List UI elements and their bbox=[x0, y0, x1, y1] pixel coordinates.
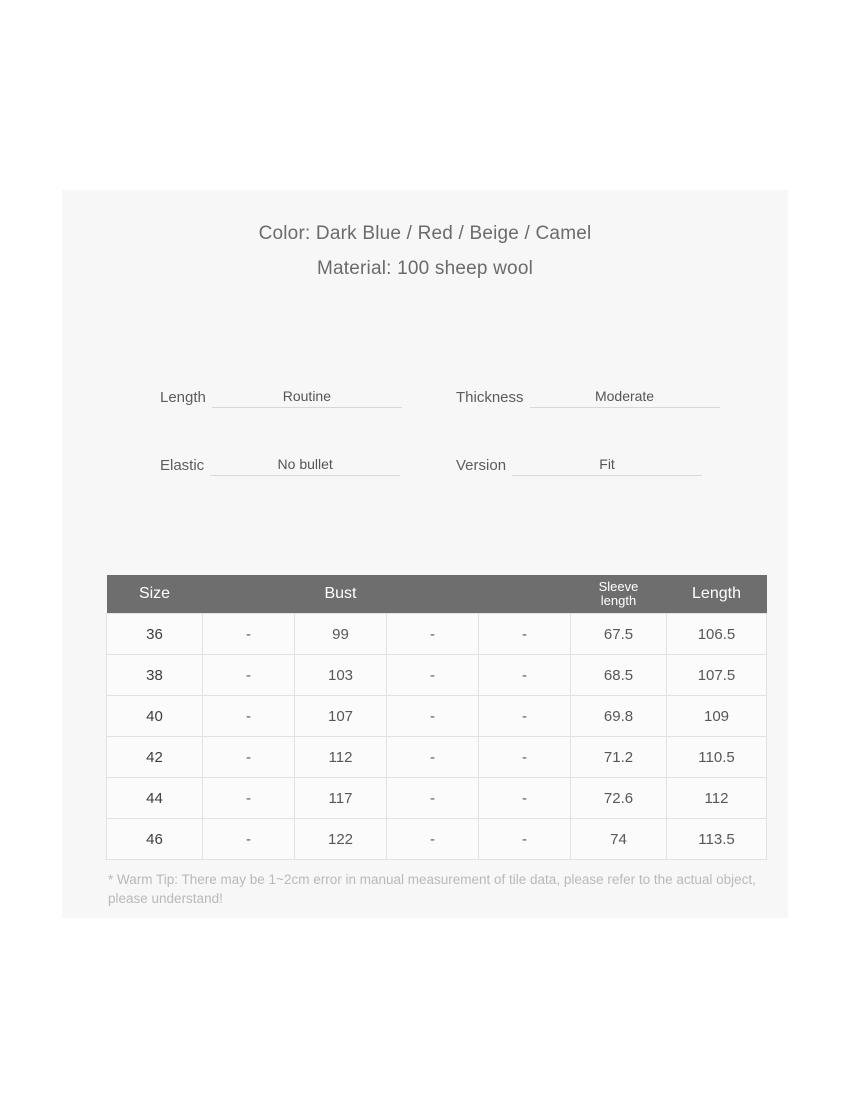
cell-c: - bbox=[479, 696, 571, 737]
attribute-value-underline bbox=[212, 388, 402, 408]
warm-tip-note: * Warm Tip: There may be 1~2cm error in manual measurement of tile data, please refer to the actual object, please understand! bbox=[108, 872, 756, 906]
header-length: Length bbox=[667, 575, 767, 614]
cell-b: - bbox=[387, 696, 479, 737]
cell-sleeve: 74 bbox=[571, 819, 667, 860]
size-table-container bbox=[106, 575, 766, 860]
attribute-value: No bullet bbox=[277, 456, 333, 472]
attribute-value-underline bbox=[210, 456, 400, 476]
cell-a: - bbox=[203, 614, 295, 655]
cell-length: 112 bbox=[667, 778, 767, 819]
cell-a: - bbox=[203, 655, 295, 696]
cell-b: - bbox=[387, 778, 479, 819]
attribute-value: Routine bbox=[282, 388, 332, 404]
header-sleeve-length bbox=[571, 575, 667, 614]
attribute-value-underline bbox=[512, 456, 702, 476]
header-size: Size bbox=[107, 575, 203, 614]
attribute-thickness bbox=[425, 380, 788, 408]
size-table-body bbox=[107, 614, 767, 860]
cell-sleeve: 69.8 bbox=[571, 696, 667, 737]
header-bust: Bust bbox=[295, 575, 387, 614]
cell-length: 113.5 bbox=[667, 819, 767, 860]
attribute-row bbox=[62, 456, 788, 476]
cell-a: - bbox=[203, 696, 295, 737]
cell-sleeve: 72.6 bbox=[571, 778, 667, 819]
cell-b: - bbox=[387, 737, 479, 778]
material-line: Material: 100 sheep wool bbox=[316, 258, 534, 279]
product-spec-sheet bbox=[62, 190, 788, 918]
cell-c: - bbox=[479, 655, 571, 696]
table-row bbox=[107, 655, 767, 696]
color-line: Color: Dark Blue / Red / Beige / Camel bbox=[258, 223, 592, 244]
header-sleeve-line1: Sleeve bbox=[598, 579, 639, 594]
header-sleeve-line2: length bbox=[600, 593, 637, 608]
size-table bbox=[106, 575, 767, 860]
attribute-value: Moderate bbox=[594, 388, 655, 404]
cell-bust: 107 bbox=[295, 696, 387, 737]
attribute-elastic bbox=[62, 456, 425, 476]
cell-length: 106.5 bbox=[667, 614, 767, 655]
cell-b: - bbox=[387, 655, 479, 696]
cell-size: 44 bbox=[107, 778, 203, 819]
cell-c: - bbox=[479, 614, 571, 655]
attribute-label: Version bbox=[456, 457, 507, 474]
cell-length: 109 bbox=[667, 696, 767, 737]
cell-bust: 99 bbox=[295, 614, 387, 655]
attribute-grid bbox=[62, 380, 788, 476]
cell-b: - bbox=[387, 614, 479, 655]
table-row bbox=[107, 819, 767, 860]
cell-bust: 103 bbox=[295, 655, 387, 696]
cell-a: - bbox=[203, 819, 295, 860]
header-blank-2 bbox=[387, 575, 479, 614]
cell-sleeve: 67.5 bbox=[571, 614, 667, 655]
table-row bbox=[107, 614, 767, 655]
cell-size: 42 bbox=[107, 737, 203, 778]
size-table-head bbox=[107, 575, 767, 614]
header-blank-1 bbox=[203, 575, 295, 614]
attribute-length bbox=[62, 380, 425, 408]
cell-c: - bbox=[479, 737, 571, 778]
cell-a: - bbox=[203, 737, 295, 778]
attribute-row bbox=[62, 380, 788, 408]
table-header-row bbox=[107, 575, 767, 614]
cell-bust: 117 bbox=[295, 778, 387, 819]
attribute-value-underline bbox=[530, 388, 720, 408]
cell-bust: 112 bbox=[295, 737, 387, 778]
cell-size: 46 bbox=[107, 819, 203, 860]
cell-size: 40 bbox=[107, 696, 203, 737]
spec-header bbox=[62, 190, 788, 286]
attribute-value: Fit bbox=[599, 456, 615, 472]
cell-c: - bbox=[479, 819, 571, 860]
table-row bbox=[107, 737, 767, 778]
attribute-version bbox=[425, 456, 788, 476]
cell-size: 36 bbox=[107, 614, 203, 655]
cell-sleeve: 68.5 bbox=[571, 655, 667, 696]
cell-b: - bbox=[387, 819, 479, 860]
cell-sleeve: 71.2 bbox=[571, 737, 667, 778]
cell-c: - bbox=[479, 778, 571, 819]
cell-length: 110.5 bbox=[667, 737, 767, 778]
cell-size: 38 bbox=[107, 655, 203, 696]
table-row bbox=[107, 696, 767, 737]
attribute-label: Length bbox=[160, 389, 206, 406]
cell-a: - bbox=[203, 778, 295, 819]
attribute-label: Elastic bbox=[160, 457, 205, 474]
cell-length: 107.5 bbox=[667, 655, 767, 696]
attribute-label: Thickness bbox=[456, 389, 524, 406]
table-row bbox=[107, 778, 767, 819]
cell-bust: 122 bbox=[295, 819, 387, 860]
header-blank-3 bbox=[479, 575, 571, 614]
